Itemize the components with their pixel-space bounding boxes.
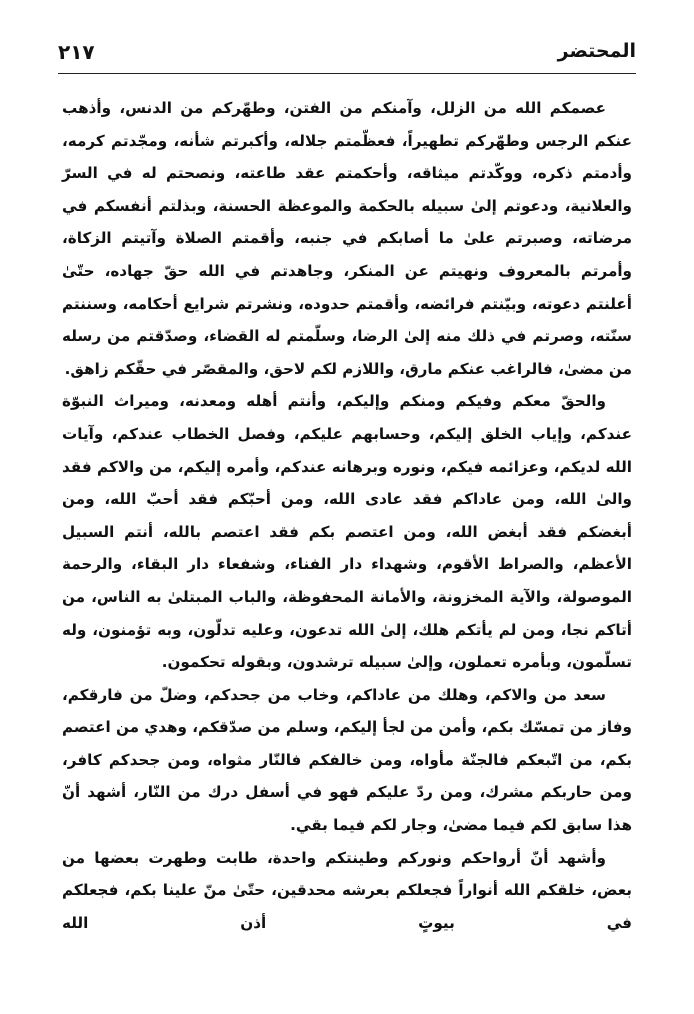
paragraph: عصمكم الله من الزلل، وآمنكم من الفتن، وطهّركم من الدنس، وأذهب عنكم الرجس وطهّركم تطهيراً، فعظّمتم جلاله، وأكبرتم شأنه، ومجّدتم كرمه، وأدمتم ذكره، ووكّدتم ميثاقه، وأحكمتم عقد طاعته، ونصحتم له في السرّ والعلانية، ودعوتم إلىٰ سبيله بالحكمة والموعظة الحسنة، وبذلتم أنفسكم في مرضاته، وصبرتم علىٰ ما أصابكم في جنبه، وأقمتم الصلاة وآتيتم الزكاة، وأمرتم بالمعروف ونهيتم عن المنكر، وجاهدتم في الله حقّ جهاده، حتّىٰ أعلنتم دعوته، وبيّنتم فرائضه، وأقمتم حدوده، ونشرتم شرايع أحكامه، وسننتم سنّته، وصرتم في ذلك منه إلىٰ الرضا، وسلّمتم له القضاء، وصدّقتم من رسله من مضىٰ، فالراغب عنكم مارق، واللازم لكم لاحق، والمقصّر في حقّكم زاهق.	[62, 99, 632, 378]
paragraph: والحقّ معكم وفيكم ومنكم وإليكم، وأنتم أهله ومعدنه، وميراث النبوّة عندكم، وإياب الخلق إليكم، وحسابهم عليكم، وفصل الخطاب عندكم، وآيات الله لديكم، وعزائمه فيكم، ونوره وبرهانه عندكم، وأمره إليكم، من والاكم فقد والىٰ الله، ومن عاداكم فقد عادى الله، ومن أحبّكم فقد أحبّ الله، ومن أبغضكم فقد أبغض الله، ومن اعتصم بكم فقد اعتصم بالله، أنتم السبيل الأعظم، والصراط الأقوم، وشهداء دار الفناء، وشفعاء دار البقاء، والرحمة الموصولة، والآية المخزونة، والأمانة المحفوظة، والباب المبتلىٰ به الناس، من أتاكم نجا، ومن لم يأتكم هلك، إلىٰ الله تدعون، وعليه تدلّون، وبه تؤمنون، وله تسلّمون، وبأمره تعملون، وإلىٰ سبيله ترشدون، وبقوله تحكمون.	[62, 392, 632, 672]
header-divider	[58, 73, 636, 74]
page-header	[58, 40, 636, 70]
paragraph: سعد من والاكم، وهلك من عاداكم، وخاب من جحدكم، وضلّ من فارقكم، وفاز من تمسّك بكم، وأمن من لجأ إليكم، وسلم من صدّقكم، وهدي من اعتصم بكم، من اتّبعكم فالجنّة مأواه، ومن خالفكم فالنّار مثواه، ومن جحدكم كافر، ومن حاربكم مشرك، ومن ردّ عليكم فهو في أسفل درك من النّار، أشهد أنّ هذا سابق لكم فيما مضىٰ، وجار لكم فيما بقي.	[62, 685, 632, 835]
page-number: ٢١٧	[58, 40, 95, 64]
running-title: المحتضر	[557, 40, 636, 62]
page-body	[62, 92, 632, 939]
paragraph: وأشهد أنّ أرواحكم ونوركم وطينتكم واحدة، طابت وطهرت بعضها من بعض، خلقكم الله أنواراً فجعلكم بعرشه محدقين، حتّىٰ منّ علينا بكم، فجعلكم في بيوتٍ أذن الله	[62, 848, 632, 932]
